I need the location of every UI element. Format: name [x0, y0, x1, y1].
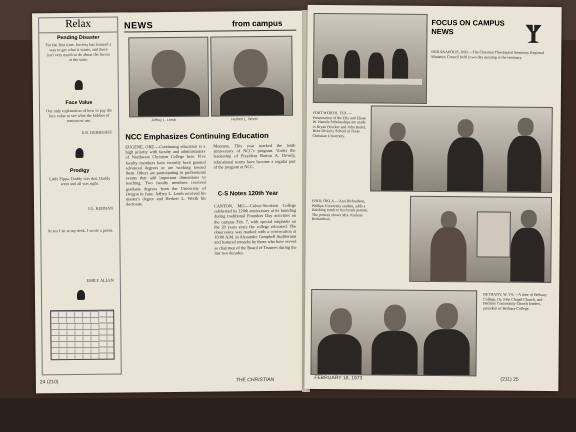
sidebar-item-title: Face Value	[65, 99, 93, 107]
page-number: 24 (210)	[39, 379, 59, 386]
silhouette-icon	[75, 148, 83, 158]
focus-header	[431, 18, 551, 47]
news-paragraph: INDIANAPOLIS, IND.—The Christian Theological Seminary Regional Ministers Council held a two-day meeting at the seminary.	[431, 49, 545, 60]
news-paragraph: BETHANY, W. VA.—A time of Bethany College, Dr. John Chapel Church, and Bethany Community Church leaders, president of Bethany College.	[483, 292, 547, 311]
group-portrait-photo	[310, 289, 477, 376]
campus-label: from campus	[232, 18, 283, 29]
sidebar-item-byline: J.G. KERNAN	[87, 205, 114, 211]
sidebar-item-title: Prodigy	[69, 167, 90, 175]
sidebar-item-text: For the first time, Society has learned a way to get what it wants, and there isn't very much to do about the forces at the state.	[45, 41, 112, 63]
sidebar-item-text: Little Pippa, Daddy was that, Daddy went and all was right.	[49, 175, 111, 187]
sidebar-item-title: Pending Disaster	[57, 34, 100, 42]
art-student-photo	[409, 196, 552, 283]
news-paragraph: ENID, OKLA.—Ann Richardson, Phillips University student, adds a finishing touch to her brush portrait. The portrait shows Mrs. Karlene Richardson.	[311, 198, 369, 222]
photo-caption: Jeffrey L. Lemb	[151, 117, 176, 123]
sidebar-item-text: Our only explanation of how to pay the face value to see what the kiddies of tomorrow use.	[46, 107, 113, 124]
magazine-title: THE CHRISTIAN	[235, 376, 275, 384]
article-headline: NCC Emphasizes Continuing Education	[125, 130, 269, 142]
right-page	[304, 5, 561, 391]
silhouette-icon	[77, 290, 85, 300]
sidebar-item-byline: EMILY ALLEN	[86, 277, 114, 283]
background-bottom	[0, 398, 576, 432]
article-subhead: C-S Notes 120th Year	[217, 190, 279, 198]
presentation-photo	[370, 105, 553, 193]
chalice-logo-icon	[521, 21, 545, 45]
issue-date: FEBRUARY 18, 1973	[314, 374, 363, 382]
article-body: CANTON, MO.—Culver-Stockton College celebrated its 120th anniversary at its founding during traditional Founders Day activities on the campus Feb. 7, with special emphasis on the 20 years since the college relocated. The observance was marked with a convocation at 10:00 A.M. in Alexander Campbell Auditorium and featured remarks by those who have served as chairmen of the Board of Trustees during the last two decades.	[214, 202, 297, 256]
relax-sidebar	[38, 17, 122, 376]
article-body: Montana. This year marked the tenth anniversary of NCC's program. Under the leadership of President Barton A. Dowdy, educational teams have become a regular part of the program at NCC.	[213, 142, 296, 170]
portrait-photo	[210, 36, 293, 117]
news-paragraph: FORT WORTH, TEX.—Presentation of the Ella and Eliese W. Haestle Scholarships are made to Bryan Brucker and John Bartel, Brite Divinity School at Texas Christian University.	[312, 110, 367, 139]
sketch-illustration	[50, 310, 115, 361]
photo-caption: Herbert L. Worth	[231, 117, 258, 122]
relax-title: Relax	[39, 18, 117, 34]
article-body: EUGENE, ORE.—Continuing education is a high priority with faculty and administrators of Northwest Christian College here. Five faculty members have recently been granted advanced degrees or are working toward them. Others are participating in professional events that add important dimensions to teaching. Two faculty members received graduate degrees from the University of Oregon in June. Jeffrey L. Lemb received his master's degree and Herbert L. Worth his doctorate.	[125, 143, 206, 207]
news-label: NEWS	[124, 20, 154, 31]
left-page	[32, 11, 308, 394]
portrait-photo	[128, 37, 209, 118]
sidebar-item-text: At sea I sit at my desk, I wrote a poem.	[47, 227, 114, 234]
silhouette-icon	[75, 80, 83, 90]
page-number: (211) 25	[500, 376, 519, 383]
section-title: FOCUS ON CAMPUS NEWS	[431, 17, 505, 37]
sidebar-item-byline: E.B. DEBRUHST	[81, 129, 113, 135]
meeting-photo	[313, 13, 428, 104]
